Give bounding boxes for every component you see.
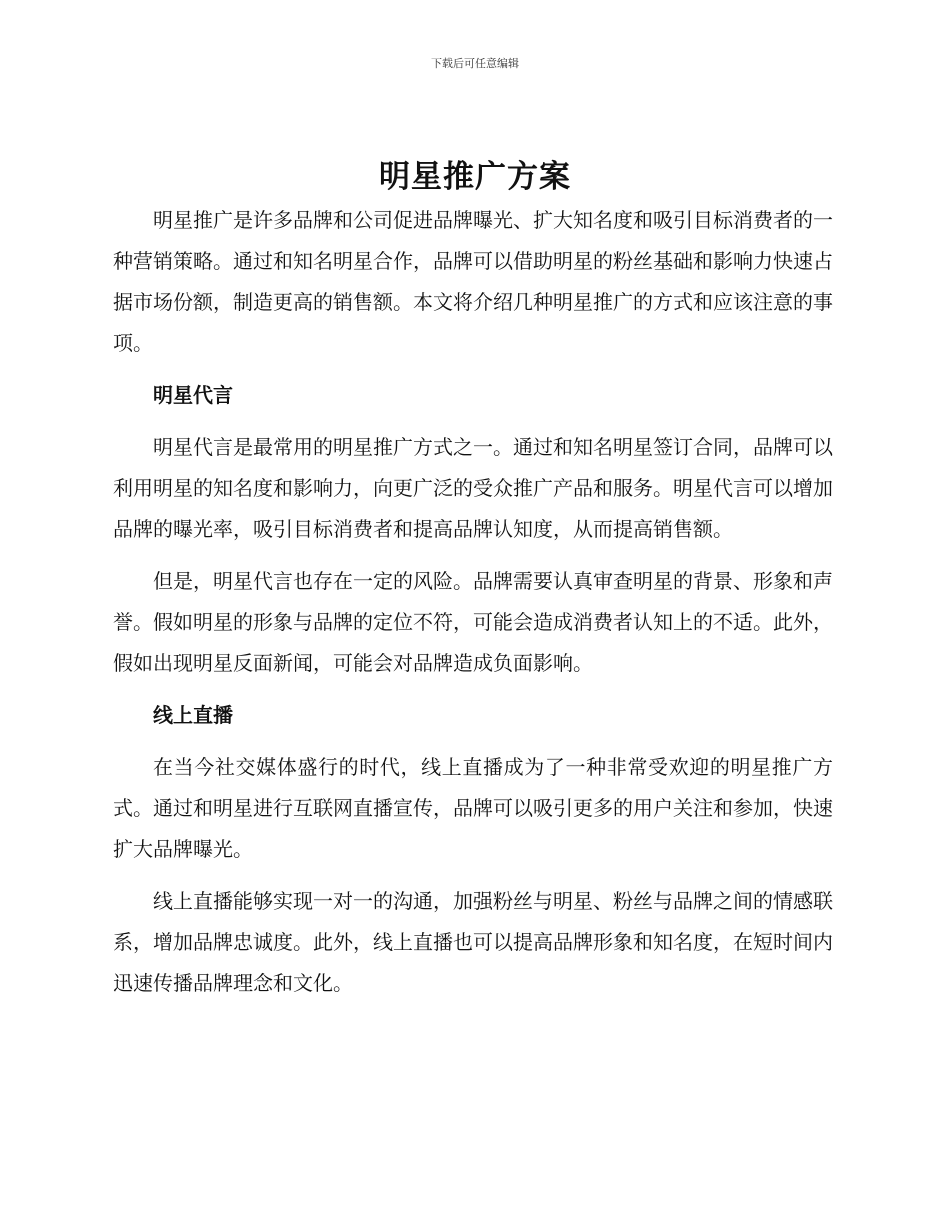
livestream-paragraph-2: 线上直播能够实现一对一的沟通，加强粉丝与明星、粉丝与品牌之间的情感联系，增加品牌忠诚度。此外，线上直播也可以提高品牌形象和知名度，在短时间内迅速传播品牌理念和文化。 [113,889,833,995]
intro-paragraph: 明星推广是许多品牌和公司促进品牌曝光、扩大知名度和吸引目标消费者的一种营销策略。通过和知名明星合作，品牌可以借助明星的粉丝基础和影响力快速占据市场份额，制造更高的销售额。本文将介绍几种明星推广的方式和应该注意的事项。 [113,208,833,355]
section-heading-livestream: 线上直播 [153,703,233,727]
document-body [113,200,833,1015]
page-title: 明星推广方案 [379,159,571,195]
endorsement-paragraph-2: 但是，明星代言也存在一定的风险。品牌需要认真审查明星的背景、形象和声誉。假如明星的形象与品牌的定位不符，可能会造成消费者认知上的不适。此外，假如出现明星反面新闻，可能会对品牌造成负面影响。 [113,569,833,675]
section-heading-endorsement: 明星代言 [153,383,233,407]
endorsement-paragraph-1: 明星代言是最常用的明星推广方式之一。通过和知名明星签订合同，品牌可以利用明星的知名度和影响力，向更广泛的受众推广产品和服务。明星代言可以增加品牌的曝光率，吸引目标消费者和提高品牌认知度，从而提高销售额。 [113,435,833,541]
header-note: 下载后可任意编辑 [431,57,519,70]
livestream-paragraph-1: 在当今社交媒体盛行的时代，线上直播成为了一种非常受欢迎的明星推广方式。通过和明星进行互联网直播宣传，品牌可以吸引更多的用户关注和参加，快速扩大品牌曝光。 [113,755,833,861]
